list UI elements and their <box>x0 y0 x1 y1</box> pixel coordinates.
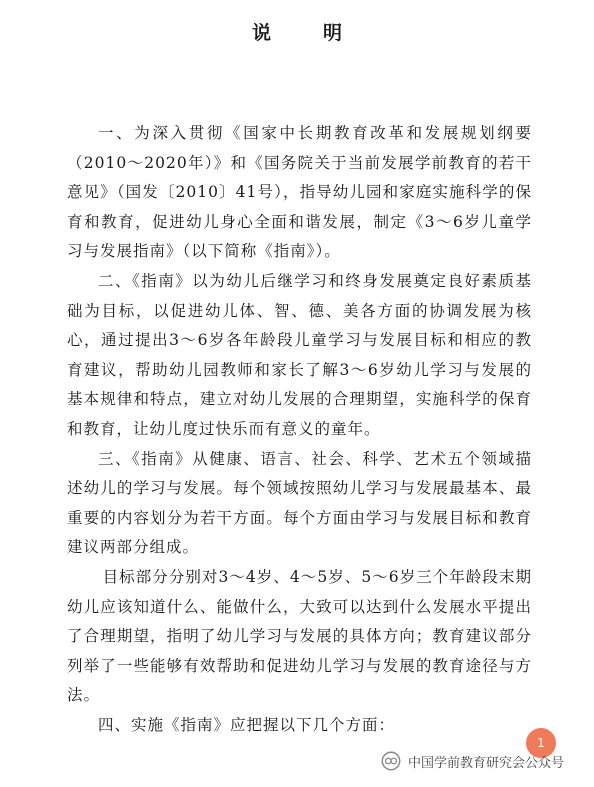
paragraph-4: 目标部分分别对3～4岁、4～5岁、5～6岁三个年龄段末期幼儿应该知道什么、能做什么，大致可以达到什么发展水平提出了合理期望，指明了幼儿学习与发展的具体方向；教育建议部分列举了一些能够有效帮助和促进幼儿学习与发展的教育途径与方法。 <box>67 567 532 705</box>
paragraph-3: 三、《指南》从健康、语言、社会、科学、艺术五个领域描述幼儿的学习与发展。每个领域按照幼儿学习与发展最基本、最重要的内容划分为若干方面。每个方面由学习与发展目标和教育建议两部分组成。 <box>67 449 532 557</box>
watermark <box>380 750 564 772</box>
document-body <box>67 119 532 740</box>
watermark-text: 中国学前教育研究会公众号 <box>408 755 565 771</box>
paragraph-1: 一、为深入贯彻《国家中长期教育改革和发展规划纲要（2010～2020年）》和《国务院关于当前发展学前教育的若干意见》（国发〔2010〕41号），指导幼儿园和家庭实施科学的保育和教育，促进幼儿身心全面和谐发展，制定《3～6岁儿童学习与发展指南》（以下简称《指南》）。 <box>67 124 532 261</box>
page-number-badge: 1 <box>526 728 556 758</box>
wechat-official-account-icon <box>380 750 402 772</box>
paragraph-5: 四、实施《指南》应把握以下几个方面： <box>98 715 396 734</box>
document-title: 说明 <box>251 22 394 44</box>
paragraph-2: 二、《指南》以为幼儿后继学习和终身发展奠定良好素质基础为目标，以促进幼儿体、智、德、美各方面的协调发展为核心，通过提出3～6岁各年龄段儿童学习与发展目标和相应的教育建议，帮助幼儿园教师和家长了解3～6岁幼儿学习与发展的基本规律和特点，建立对幼儿发展的合理期望，实施科学的保育和教育，让幼儿度过快乐而有意义的童年。 <box>67 271 532 438</box>
